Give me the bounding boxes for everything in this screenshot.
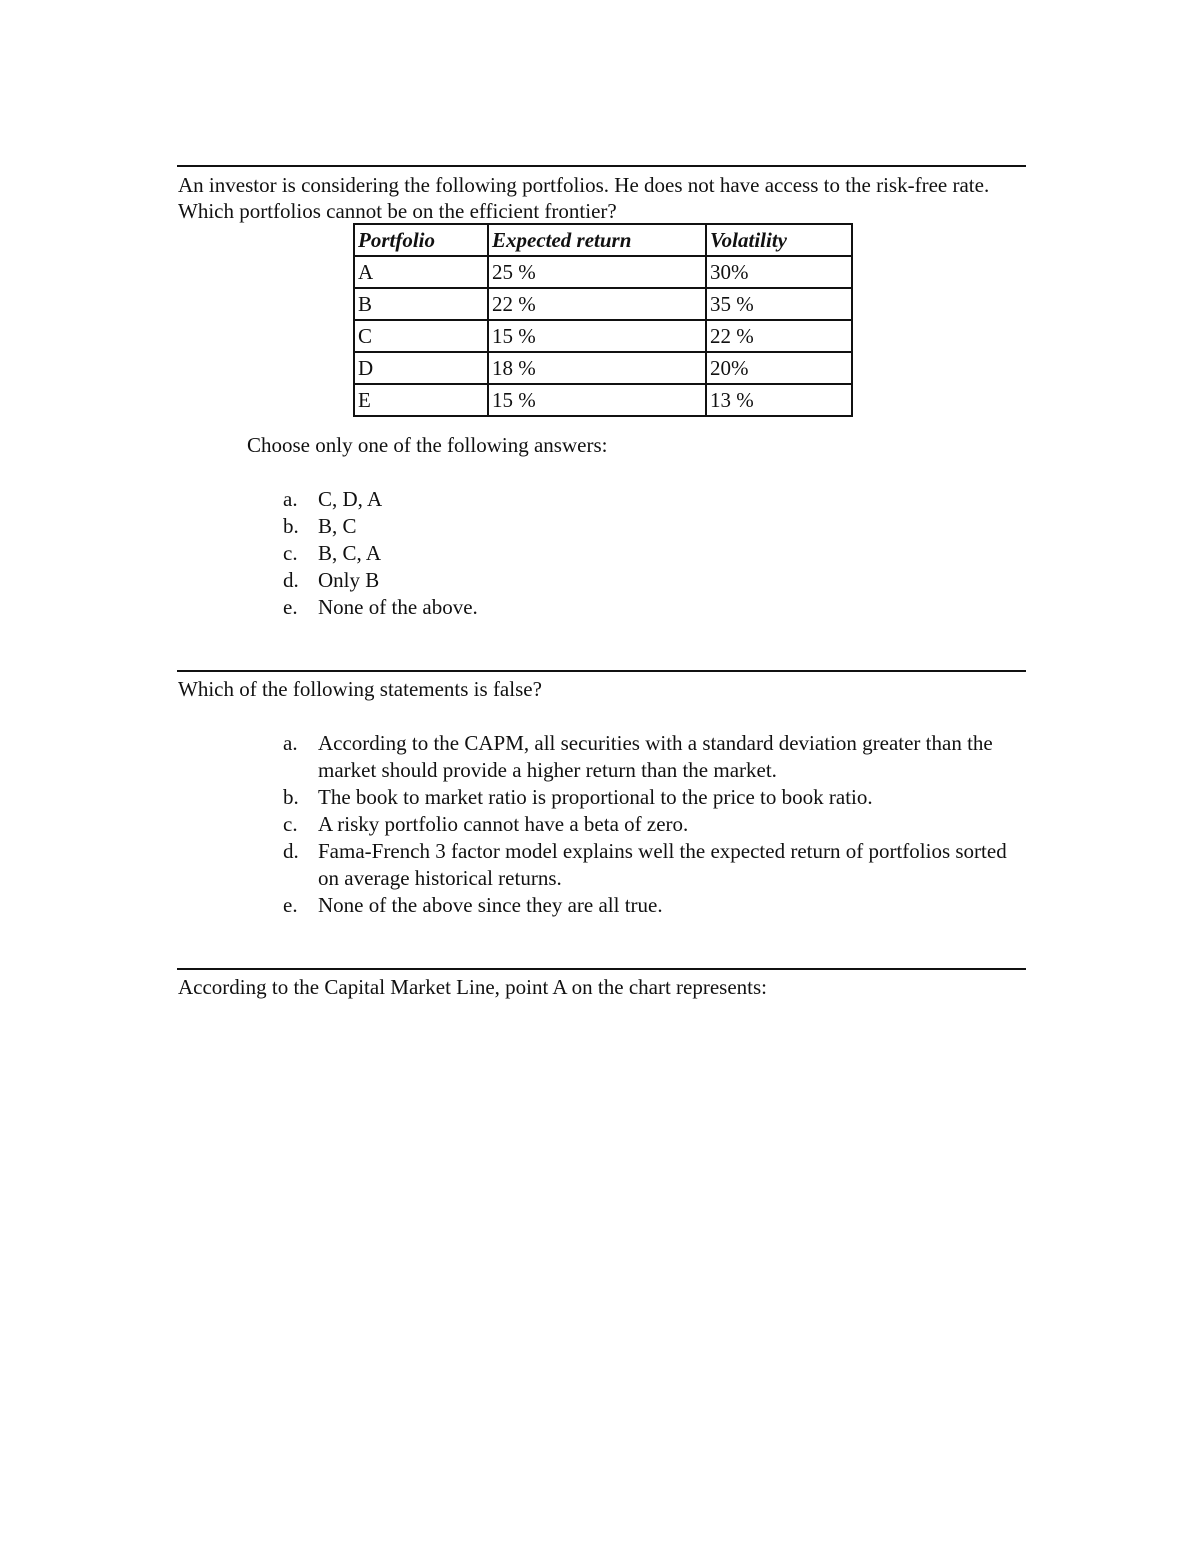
option-text: Fama-French 3 factor model explains well the expected return of portfolios sorted on average historical returns. <box>318 839 1007 890</box>
option-letter: e. <box>283 595 298 619</box>
question-2-options <box>283 730 1008 919</box>
header-volatility: Volatility <box>706 224 852 256</box>
cell-portfolio: C <box>354 320 488 352</box>
table-row <box>354 256 852 288</box>
option-letter: c. <box>283 541 298 565</box>
cell-volatility: 13 % <box>706 384 852 416</box>
cell-volatility: 35 % <box>706 288 852 320</box>
cell-expected-return: 15 % <box>488 320 706 352</box>
question-1-divider <box>177 165 1026 167</box>
cell-volatility: 30% <box>706 256 852 288</box>
table-row <box>354 320 852 352</box>
option-letter: a. <box>283 487 298 511</box>
cell-portfolio: A <box>354 256 488 288</box>
cell-expected-return: 25 % <box>488 256 706 288</box>
question-1-option-b[interactable] <box>283 513 1008 540</box>
table-row <box>354 288 852 320</box>
table-row <box>354 384 852 416</box>
cell-expected-return: 15 % <box>488 384 706 416</box>
cell-portfolio: E <box>354 384 488 416</box>
table-row <box>354 352 852 384</box>
option-text: A risky portfolio cannot have a beta of zero. <box>318 812 689 836</box>
option-text: None of the above. <box>318 595 478 619</box>
option-letter: b. <box>283 785 299 809</box>
question-1-option-e[interactable] <box>283 594 1008 621</box>
question-3-divider <box>177 968 1026 970</box>
question-1-option-a[interactable] <box>283 486 1008 513</box>
question-2-option-e[interactable] <box>283 892 1008 919</box>
question-2-option-a[interactable] <box>283 730 1008 784</box>
question-1-options <box>283 486 1008 621</box>
option-letter: e. <box>283 893 298 917</box>
question-1-text: An investor is considering the following portfolios. He does not have access to the risk-free rate. Which portfolios cannot be on the efficient frontier? <box>178 173 990 223</box>
question-2-divider <box>177 670 1026 672</box>
question-2-text: Which of the following statements is false? <box>178 677 542 701</box>
cell-volatility: 20% <box>706 352 852 384</box>
option-letter: c. <box>283 812 298 836</box>
cell-portfolio: B <box>354 288 488 320</box>
cell-portfolio: D <box>354 352 488 384</box>
cell-expected-return: 18 % <box>488 352 706 384</box>
option-text: C, D, A <box>318 487 383 511</box>
question-2-option-d[interactable] <box>283 838 1008 892</box>
header-expected-return: Expected return <box>488 224 706 256</box>
option-text: According to the CAPM, all securities with a standard deviation greater than the market should provide a higher return than the market. <box>318 731 993 782</box>
option-text: The book to market ratio is proportional to the price to book ratio. <box>318 785 873 809</box>
header-portfolio: Portfolio <box>354 224 488 256</box>
option-letter: d. <box>283 568 299 592</box>
option-text: B, C, A <box>318 541 382 565</box>
option-letter: d. <box>283 839 299 863</box>
option-text: Only B <box>318 568 380 592</box>
option-letter: a. <box>283 731 298 755</box>
option-letter: b. <box>283 514 299 538</box>
portfolio-table <box>353 223 853 417</box>
question-2-option-b[interactable] <box>283 784 1008 811</box>
option-text: B, C <box>318 514 357 538</box>
cell-volatility: 22 % <box>706 320 852 352</box>
question-1-option-d[interactable] <box>283 567 1008 594</box>
question-2-option-c[interactable] <box>283 811 1008 838</box>
cell-expected-return: 22 % <box>488 288 706 320</box>
question-1-instruction: Choose only one of the following answers: <box>247 433 608 457</box>
question-3-text: According to the Capital Market Line, point A on the chart represents: <box>178 975 768 999</box>
question-1-option-c[interactable] <box>283 540 1008 567</box>
option-text: None of the above since they are all true. <box>318 893 663 917</box>
table-header-row <box>354 224 852 256</box>
